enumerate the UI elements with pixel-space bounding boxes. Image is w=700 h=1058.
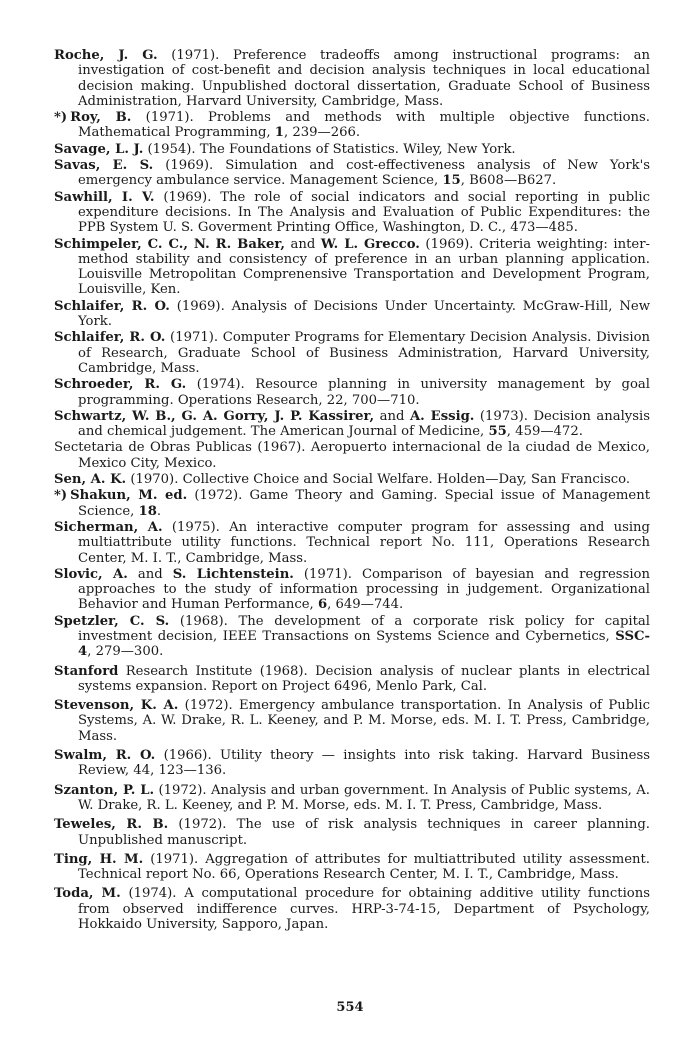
entry-text: , 279—300. [87,644,164,660]
entry-text: (1972). The use of risk analysis techniques in career planning. Unpublished manuscript. [78,817,650,848]
author: S. Lichtenstein. [172,566,294,582]
reference-entry [54,158,650,189]
author: Roy, B. [70,110,132,126]
reference-entry [54,886,650,932]
reference-list [54,48,650,933]
entry-text: , 239—266. [283,125,361,141]
author: Sicherman, A. [54,519,163,535]
reference-entry [54,852,650,883]
star-marker: *) [54,488,68,504]
entry-text: Research Institute (1968). Decision analysis of nuclear plants in electrical systems expansion. Report on Project 6496, Menlo Park, Cal. [78,663,650,694]
entry-text: (1975). An interactive computer program for assessing and using multiattribute utility functions. Technical report No. 111, Operations Research Center, M. I. T., Cambridge, Mass. [78,519,650,566]
reference-entry [54,142,650,157]
author: Sen, A. K. [54,472,127,488]
volume: 55 [488,424,507,440]
entry-text: (1969). The role of social indicators and social reporting in public expenditure decisions. In The Analysis and Evaluation of Public Expenditures: the PPB System U. S. Goverment Printing Office, Washington, D. C., 473—485. [78,189,651,236]
entry-text: Sectetaria de Obras Publicas (1967). Aeropuerto internacional de la ciudad de Mexico, Mexico City, Mexico. [54,440,650,471]
entry-text: and [284,236,321,252]
author: Sawhill, I. V. [54,189,155,205]
entry-text: and [127,566,173,582]
volume: SSC-4 [78,628,650,660]
author: Schroeder, R. G. [54,377,187,393]
author: W. L. Grecco. [320,236,420,252]
reference-entry [54,567,650,613]
author: Spetzler, C. S. [54,613,170,629]
entry-text: (1969). Simulation and cost-effectiveness analysis of New York's emergency ambulance service. Management Science, [78,158,651,189]
reference-entry [54,110,650,141]
author: Toda, M. [54,886,121,902]
entry-text: (1971). Comparison of bayesian and regression approaches to the study of information processing in judgement. Organizational Behavior and Human Performance, [78,566,650,613]
volume: 6 [317,597,328,613]
entry-text: (1966). Utility theory — insights into risk taking. Harvard Business Review, 44, 123—136. [78,748,650,779]
author: Schimpeler, C. C., N. R. Baker, [54,236,285,252]
volume: 1 [274,125,284,141]
reference-entry [54,698,650,744]
page-number: 554 [336,1000,364,1015]
author: Teweles, R. B. [54,817,169,833]
volume: 18 [138,503,157,519]
reference-entry [54,48,650,109]
reference-entry [54,748,650,779]
entry-text: . [156,503,162,519]
entry-text: (1972). Analysis and urban government. In Analysis of Public systems, A. W. Drake, R. L. Keeney, and P. M. Morse, eds. M. I. T. Press, Cambridge, Mass. [78,782,650,813]
author: Savage, L. J. [54,141,144,157]
reference-entry [54,472,650,487]
author: A. Essig. [409,408,475,424]
entry-text: , 459—472. [506,424,583,440]
reference-entry [54,330,650,376]
reference-entry [54,409,650,440]
author: Roche, J. G. [54,48,158,63]
entry-text: (1969). Criteria weighting: inter-method stability and consistency of preference in an urban planning application. Louisville Metropolitan Comprenensive Transportation and Development Program, Louisville, Ken. [78,236,650,298]
entry-text: (1971). Problems and methods with multiple objective functions. Mathematical Programming, [78,110,650,141]
entry-text: (1974). Resource planning in university management by goal programming. Operations Research, 22, 700—710. [78,377,650,408]
entry-text: (1954). The Foundations of Statistics. Wiley, New York. [143,141,516,157]
reference-entry [54,299,650,330]
entry-text: (1968). The development of a corporate risk policy for capital investment decision, IEEE Transactions on Systems Science and Cybernetics, [78,613,650,644]
reference-entry [54,377,650,408]
reference-entry [54,520,650,566]
volume: 15 [442,173,461,189]
reference-entry [54,237,650,298]
entry-text: (1971). Computer Programs for Elementary Decision Analysis. Division of Research, Graduate School of Business Administration, Harvard University, Cambridge, Mass. [78,330,651,376]
entry-text: (1972). Game Theory and Gaming. Special issue of Management Science, [78,488,650,519]
reference-entry [54,664,650,695]
author: Schlaifer, R. O. [54,298,170,314]
reference-entry [54,783,650,814]
entry-text: (1971). Preference tradeoffs among instructional programs: an investigation of cost-benefit and decision analysis techniques in local educational decision making. Unpublished doctoral dissertation, Graduate School of Business Administration, Harvard University, Cambridge, Mass. [78,48,650,109]
entry-text: (1973). Decision analysis and chemical judgement. The American Journal of Medicine, [78,408,650,440]
author: Szanton, P. L. [54,782,155,798]
reference-entry [54,817,650,848]
entry-text: (1969). Analysis of Decisions Under Uncertainty. McGraw-Hill, New York. [78,298,650,330]
entry-text: and [374,408,410,424]
entry-text: , 649—744. [327,597,404,613]
reference-entry [54,488,650,519]
entry-text: (1972). Emergency ambulance transportation. In Analysis of Public Systems, A. W. Drake, R. L. Keeney, and P. M. Morse, eds. M. I. T. Press, Cambridge, Mass. [78,698,650,744]
author: Stanford [54,663,119,679]
author: Savas, E. S. [54,158,154,174]
author: Ting, H. M. [54,851,144,867]
entry-text: , B608—B627. [460,173,557,189]
reference-entry [54,190,650,236]
entry-text: (1971). Aggregation of attributes for multiattributed utility assessment. Technical report No. 66, Operations Research Center, M. I. T., Cambridge, Mass. [78,851,650,883]
star-marker: *) [54,110,68,126]
entry-text: (1974). A computational procedure for obtaining additive utility functions from observed indifference curves. HRP-3-74-15, Department of Psychology, Hokkaido University, Sapporo, Japan. [78,886,650,933]
author: Schlaifer, R. O. [54,330,166,346]
author: Stevenson, K. A. [54,698,179,714]
reference-entry [54,440,650,471]
reference-entry [54,614,650,660]
author: Shakun, M. ed. [70,488,188,504]
author: Slovic, A. [54,566,128,582]
author: Swalm, R. O. [54,748,156,764]
author: Schwartz, W. B., G. A. Gorry, J. P. Kassirer, [54,408,375,424]
entry-text: (1970). Collective Choice and Social Welfare. Holden—Day, San Francisco. [126,472,631,488]
